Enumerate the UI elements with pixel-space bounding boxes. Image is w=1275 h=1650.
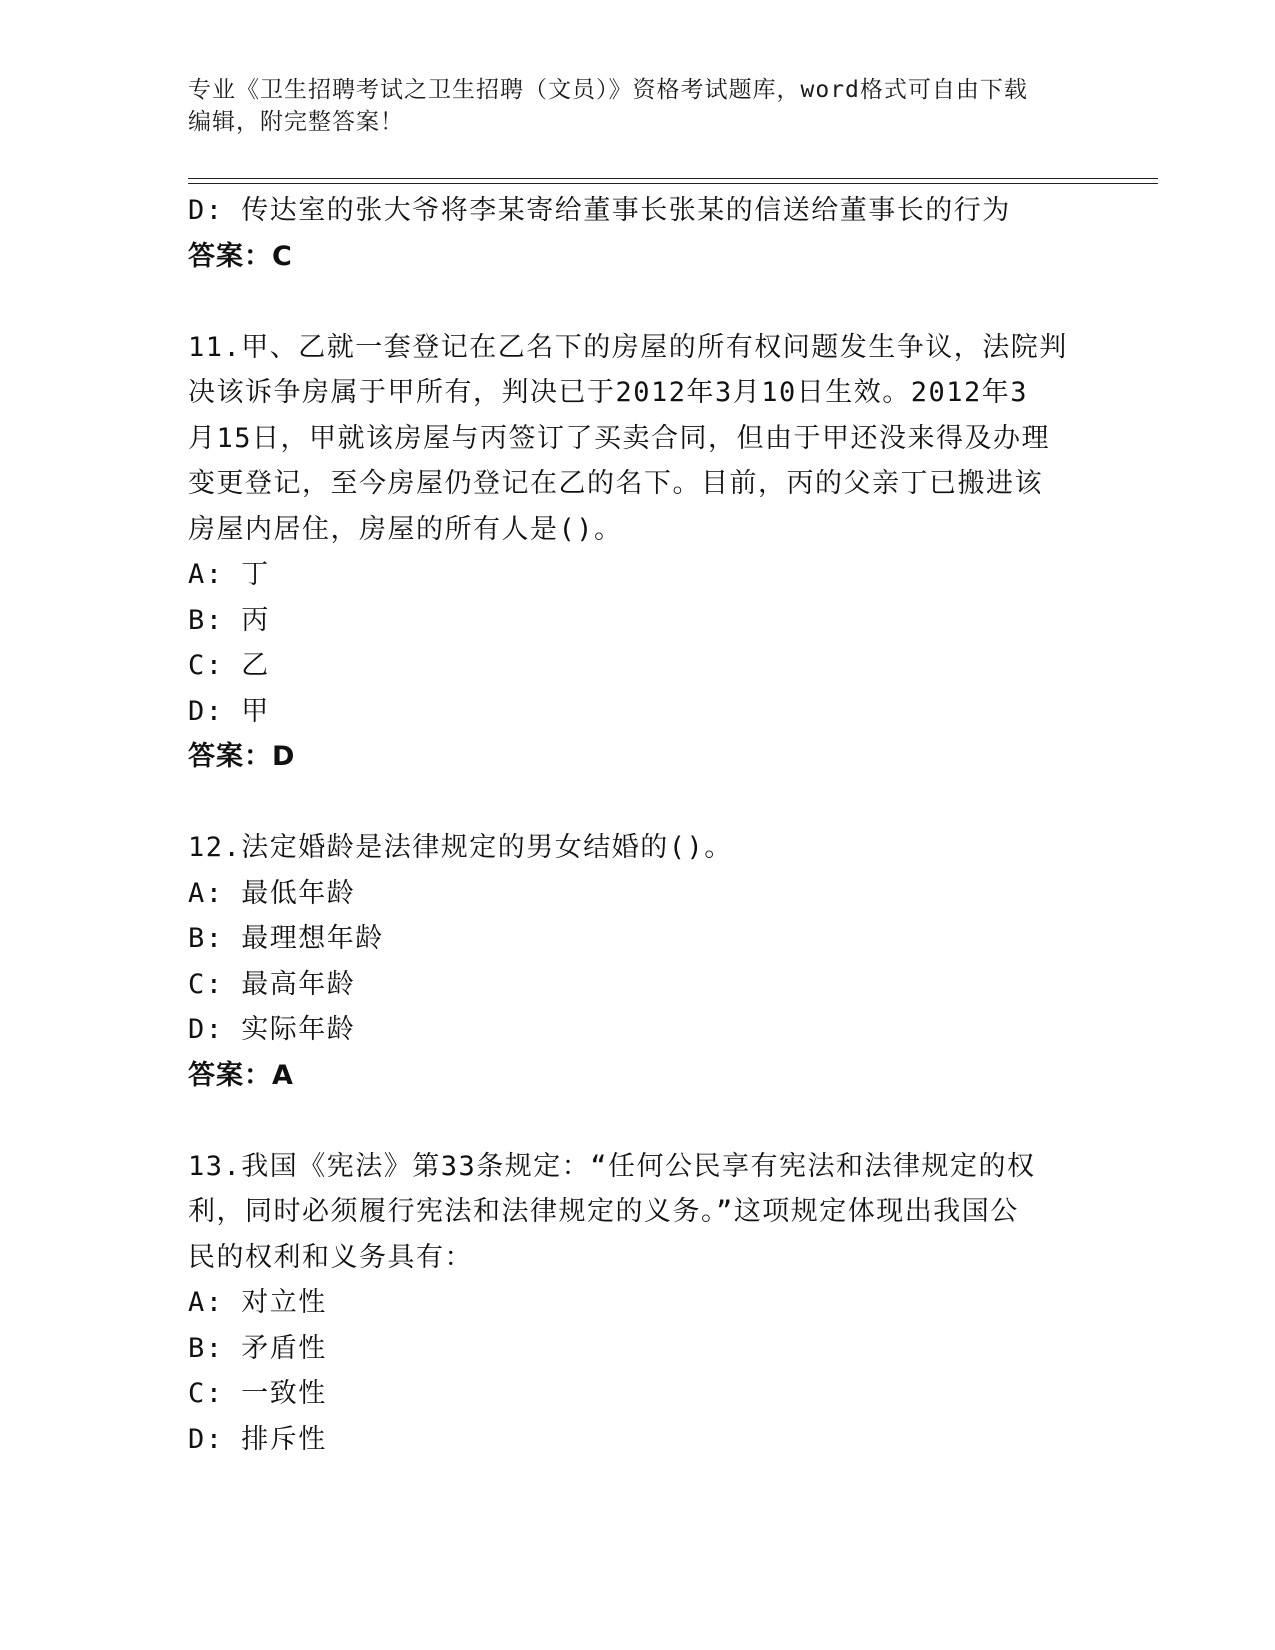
- option-a: A: 丁: [188, 559, 270, 590]
- question-stem-line: 12.法定婚龄是法律规定的男女结婚的()。: [188, 832, 733, 863]
- question-stem-line: 11.甲、乙就一套登记在乙名下的房屋的所有权问题发生争议，法院判: [188, 331, 1068, 363]
- question-stem-line: 月15日，甲就该房屋与丙签订了买卖合同，但由于甲还没来得及办理: [188, 422, 1051, 454]
- question-11: [188, 325, 1088, 780]
- answer: 答案：A: [188, 1059, 294, 1091]
- carryover-option-d: D: 传达室的张大爷将李某寄给董事长张某的信送给董事长的行为: [188, 195, 1011, 226]
- question-stem-line: 利，同时必须履行宪法和法律规定的义务。”这项规定体现出我国公: [188, 1196, 1019, 1227]
- question-13: [188, 1144, 1088, 1463]
- option-c: C: 最高年龄: [188, 968, 356, 1000]
- carryover-answer: 答案：C: [188, 240, 293, 272]
- spacer: [188, 780, 1088, 826]
- spacer: [188, 1098, 1088, 1144]
- question-stem-line: 变更登记，至今房屋仍登记在乙的名下。目前，丙的父亲丁已搬进该: [188, 468, 1043, 499]
- document-body: [188, 188, 1088, 1462]
- header-line-1: 专业《卫生招聘考试之卫生招聘（文员）》资格考试题库，word格式可自由下载: [188, 77, 1028, 103]
- option-b: B: 最理想年龄: [188, 923, 384, 954]
- page-header: [188, 74, 1088, 138]
- option-d: D: 排斥性: [188, 1423, 327, 1455]
- option-d: D: 甲: [188, 695, 270, 727]
- option-d: D: 实际年龄: [188, 1014, 356, 1045]
- option-b: B: 矛盾性: [188, 1332, 327, 1364]
- spacer: [188, 279, 1088, 325]
- option-a: A: 最低年龄: [188, 877, 356, 909]
- question-stem-line: 决该诉争房属于甲所有，判决已于2012年3月10日生效。2012年3: [188, 377, 1029, 408]
- option-c: C: 乙: [188, 650, 270, 681]
- option-b: B: 丙: [188, 604, 270, 636]
- answer: 答案：D: [188, 741, 296, 772]
- option-a: A: 对立性: [188, 1287, 327, 1318]
- question-stem-line: 民的权利和义务具有：: [188, 1241, 473, 1273]
- question-stem-line: 13.我国《宪法》第33条规定：“任何公民享有宪法和法律规定的权: [188, 1150, 1036, 1182]
- question-stem-line: 房屋内居住，房屋的所有人是()。: [188, 513, 623, 545]
- header-double-rule: [188, 178, 1158, 184]
- question-12: [188, 825, 1088, 1098]
- option-c: C: 一致性: [188, 1378, 327, 1409]
- header-line-2: 编辑，附完整答案！: [188, 109, 404, 135]
